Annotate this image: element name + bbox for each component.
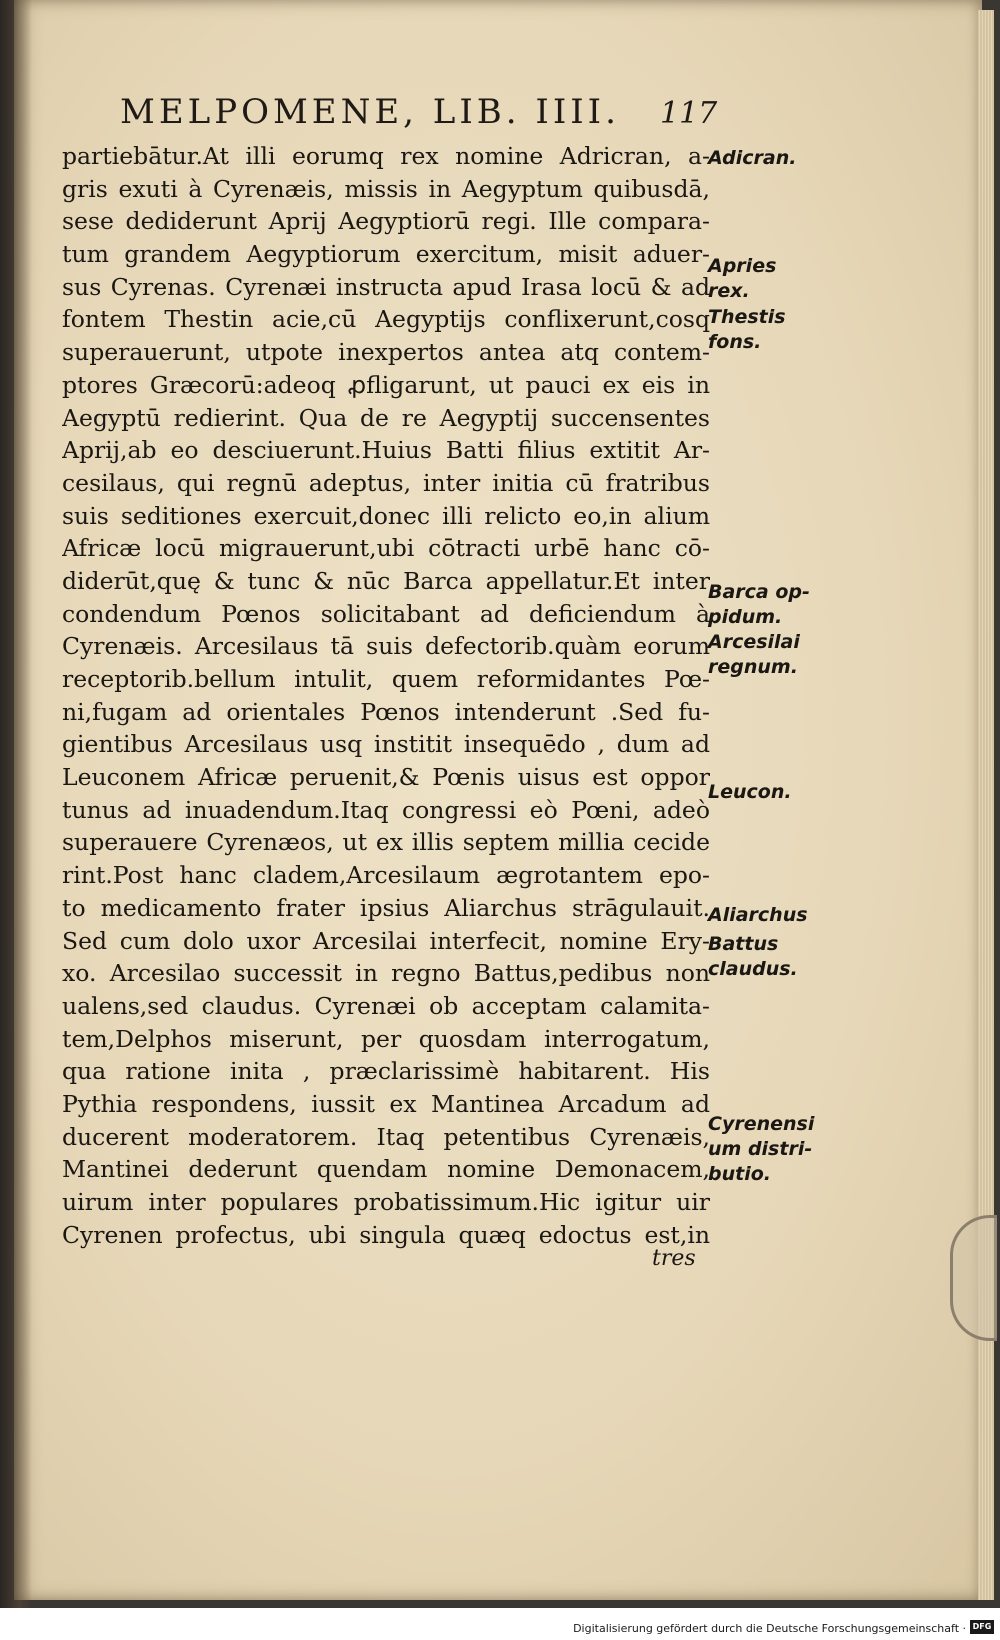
- text-line: rint.Post hanc cladem,Arcesilaum ægrotantem epo-: [62, 861, 710, 890]
- text-line: ni,fugam ad orientales Pœnos intenderunt .Sed fu-: [62, 697, 710, 726]
- text-line: gientibus Arcesilaus usq institit insequēdo , dum ad: [62, 730, 710, 759]
- text-line: Aegyptū redierint. Qua de re Aegyptij succensentes: [62, 403, 710, 432]
- text-line: cesilaus, qui regnū adeptus, inter initia cū fratribus: [62, 468, 710, 497]
- running-title: MELPOMENE, LIB. IIII.: [120, 92, 620, 132]
- text-line: condendum Pœnos solicitabant ad deficiendum à: [62, 599, 710, 628]
- text-line: uirum inter populares probatissimum.Hic igitur uir: [62, 1188, 710, 1216]
- text-line: tunus ad inuadendum.Itaq congressi eò Pœni, adeò: [62, 795, 710, 824]
- text-line: partiebātur.At illi eorumq rex nomine Adricran, a-: [62, 142, 710, 170]
- text-line: suis seditiones exercuit,donec illi relicto eo,in alium: [62, 501, 710, 530]
- text-line: Leuconem Africæ peruenit,& Pœnis uisus est oppor: [62, 763, 710, 792]
- margin-note-leucon: Leucon.: [708, 781, 792, 803]
- text-line: Sed cum dolo uxor Arcesilai interfecit, nomine Ery-: [62, 926, 710, 955]
- margin-note-arcesilai: Arcesilai regnum.: [708, 631, 800, 678]
- body-text: [62, 140, 710, 1251]
- text-line: Mantinei dederunt quendam nomine Demonacem,: [62, 1155, 710, 1184]
- text-line: ducerent moderatorem. Itaq petentibus Cyrenæis,: [62, 1122, 710, 1151]
- margin-note-adicran: Adicran.: [708, 147, 797, 169]
- text-line: diderūt,quę & tunc & nūc Barca appellatur.Et inter: [62, 566, 710, 595]
- text-line: superauere Cyrenæos, ut ex illis septem millia cecide: [62, 828, 710, 857]
- margin-note-aliarchus: Aliarchus: [708, 904, 808, 926]
- text-line: Cyrenæis. Arcesilaus tā suis defectorib.quàm eorum: [62, 632, 710, 661]
- catchword: tres: [652, 1246, 696, 1271]
- dfg-logo: DFG: [970, 1620, 994, 1634]
- page-number: 117: [660, 96, 718, 131]
- text-line: Pythia respondens, iussit ex Mantinea Arcadum ad: [62, 1089, 710, 1118]
- text-line: sese dediderunt Aprij Aegyptiorū regi. Ille compara-: [62, 207, 710, 236]
- text-line: receptorib.bellum intulit, quem reformidantes Pœ-: [62, 665, 710, 693]
- binding-clasp: [950, 1215, 997, 1341]
- text-line: qua ratione inita , præclarissimè habitarent. His: [62, 1057, 710, 1086]
- gutter-shadow: [0, 0, 32, 1608]
- text-line: tum grandem Aegyptiorum exercitum, misit aduer-: [62, 240, 710, 269]
- text-line: Aprij,ab eo desciuerunt.Huius Batti filius extitit Ar-: [62, 436, 710, 465]
- margin-note-barca: Barca op- pidum.: [708, 581, 810, 628]
- text-line: tem,Delphos miserunt, per quosdam interrogatum,: [62, 1024, 710, 1053]
- margin-note-apries: Apries rex.: [708, 255, 777, 302]
- digitization-credit: Digitalisierung gefördert durch die Deutsche Forschungsgemeinschaft ·: [573, 1622, 966, 1635]
- margin-note-cyrenensium: Cyrenensi um distri- butio.: [708, 1113, 815, 1185]
- page-edges: [978, 10, 994, 1600]
- text-line: Africæ locū migrauerunt,ubi cōtracti urbē hanc cō-: [62, 534, 710, 563]
- text-line: fontem Thestin acie,cū Aegyptijs conflixerunt,cosq: [62, 305, 710, 334]
- text-line: ualens,sed claudus. Cyrenæi ob acceptam calamita-: [62, 991, 710, 1020]
- text-line: to medicamento frater ipsius Aliarchus strāgulauit.: [62, 893, 710, 922]
- text-line: superauerunt, utpote inexpertos antea atq contem-: [62, 338, 710, 367]
- text-line: xo. Arcesilao successit in regno Battus,pedibus non: [62, 959, 710, 988]
- text-line: Cyrenen profectus, ubi singula quæq edoctus est,in: [62, 1220, 710, 1249]
- margin-note-thestis: Thestis fons.: [708, 306, 786, 353]
- text-line: ptores Græcorū:adeoq ꝓfligarunt, ut pauci ex eis in: [62, 370, 710, 399]
- text-line: gris exuti à Cyrenæis, missis in Aegyptum quibusdā,: [62, 174, 710, 203]
- text-line: sus Cyrenas. Cyrenæi instructa apud Irasa locū & ad: [62, 272, 710, 301]
- margin-note-battus: Battus claudus.: [708, 933, 798, 980]
